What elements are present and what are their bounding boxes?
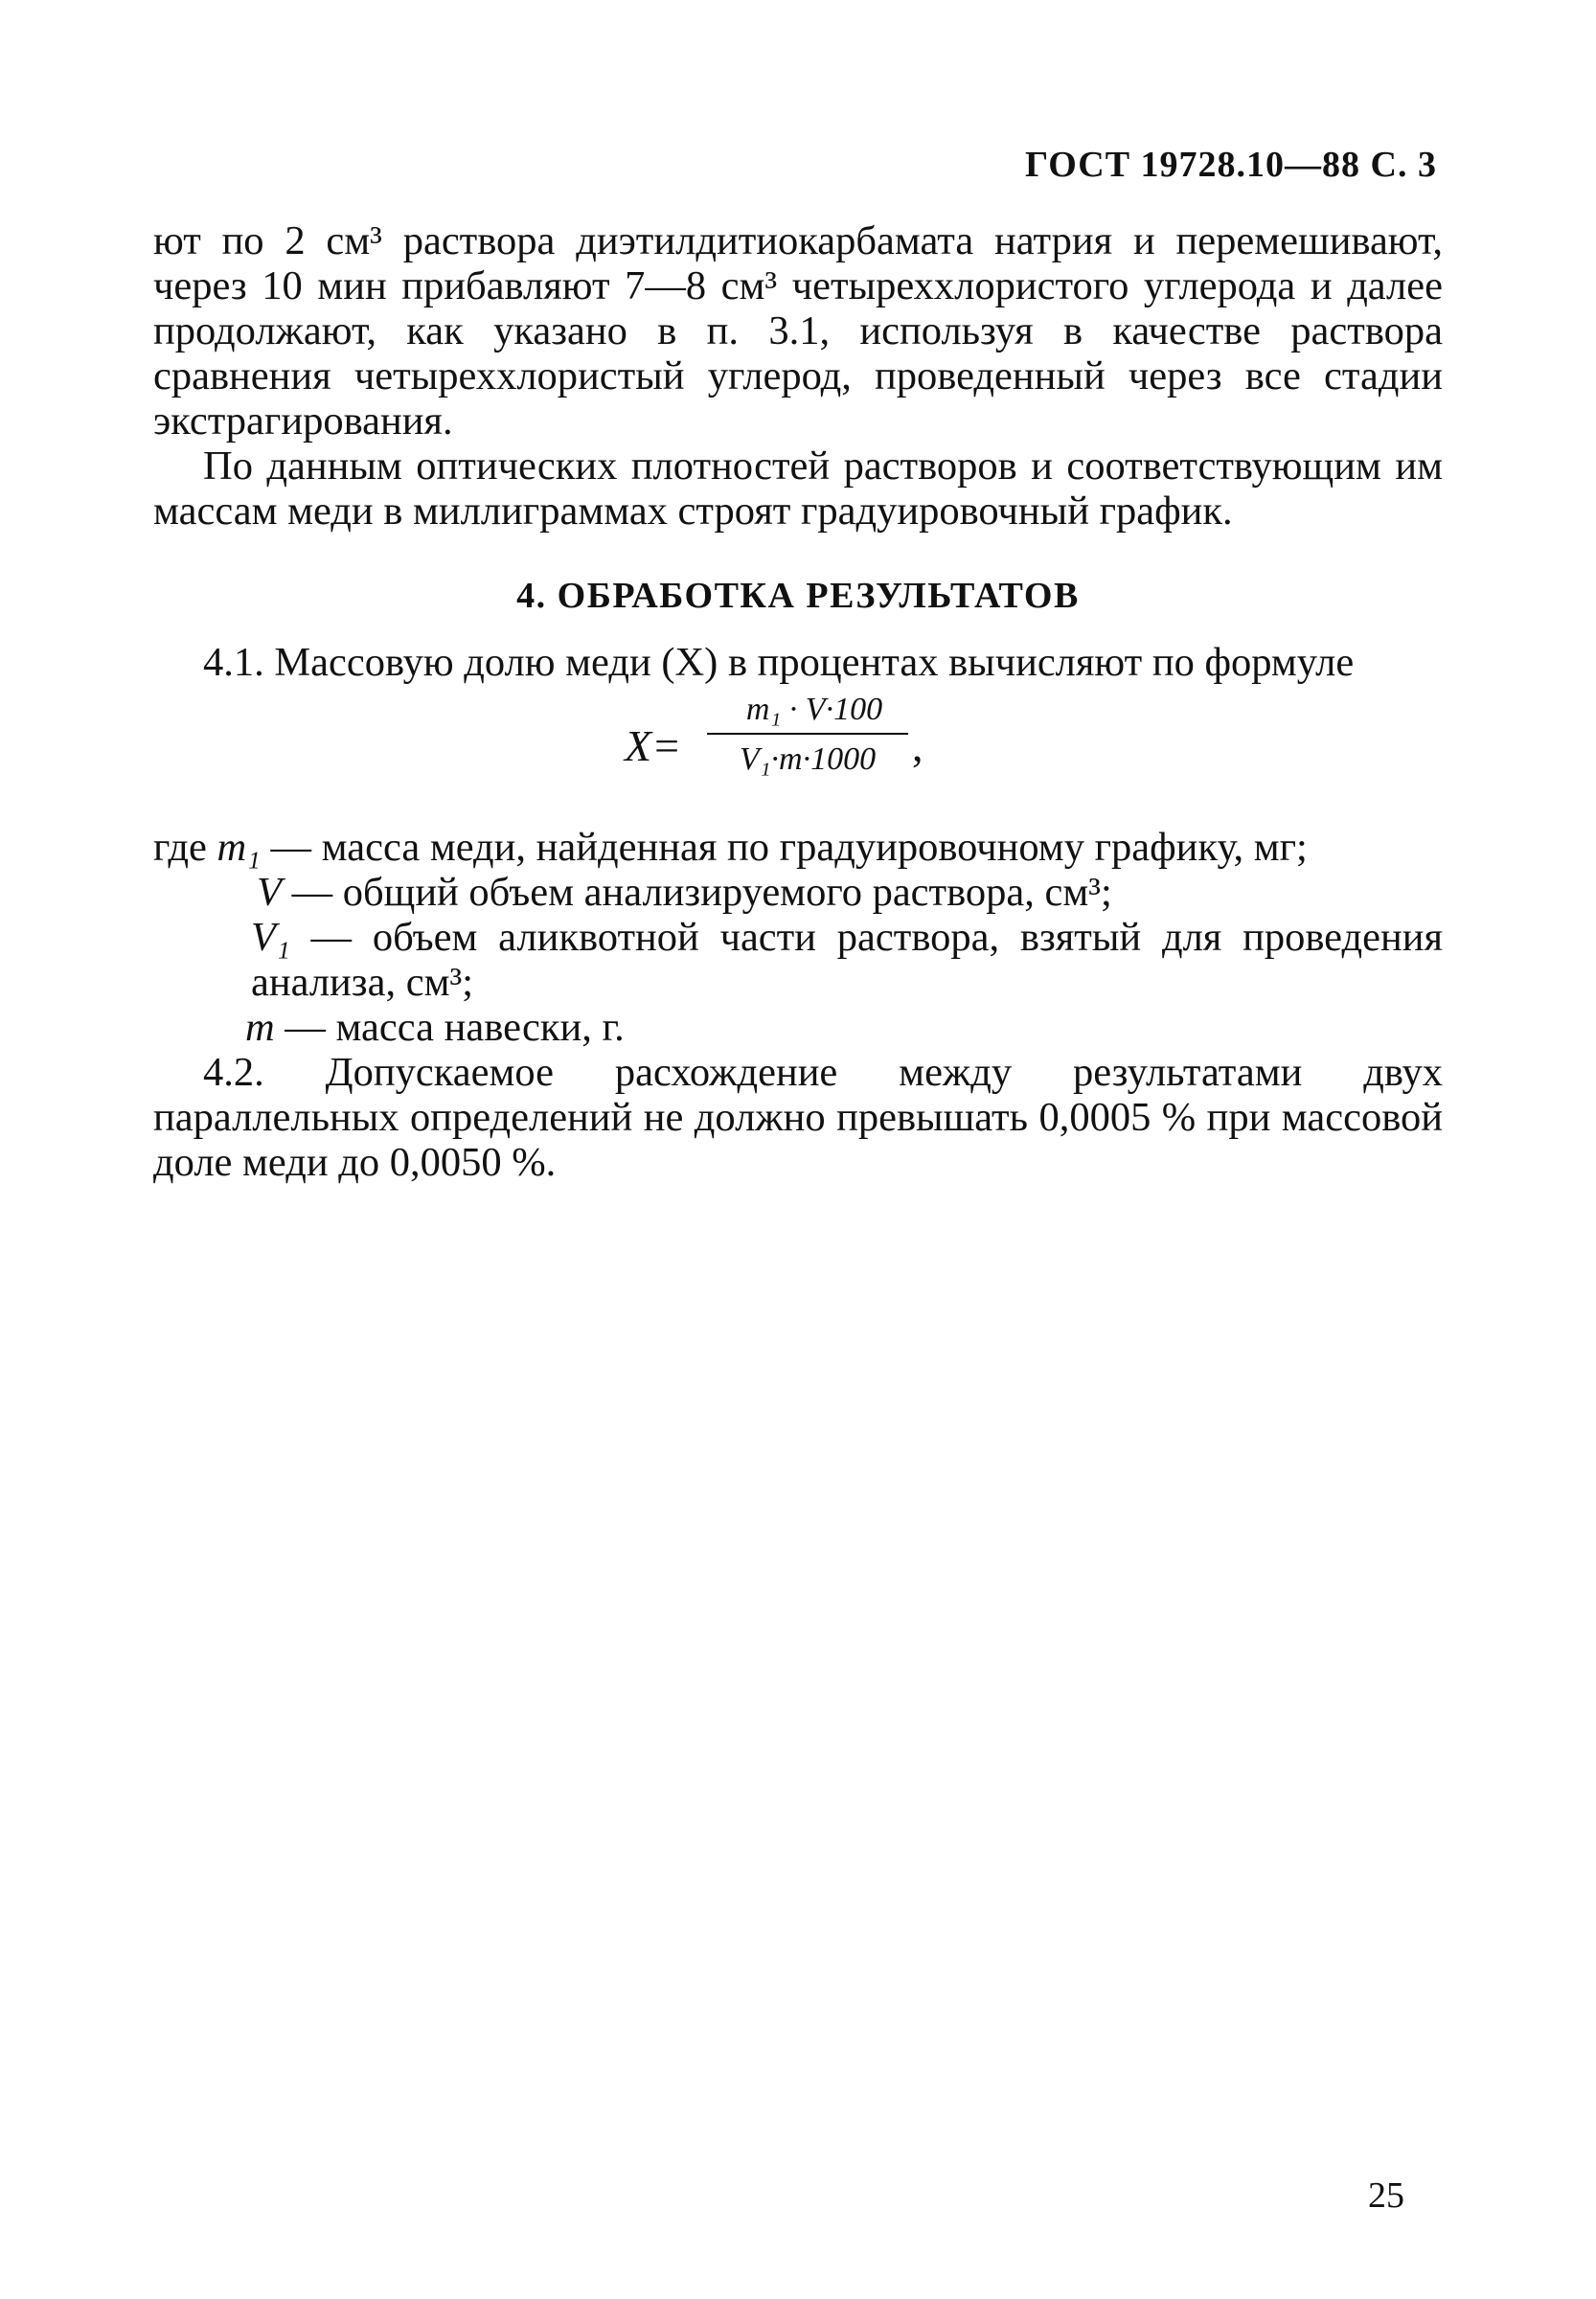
formula-fraction <box>707 691 908 779</box>
section-heading: 4. ОБРАБОТКА РЕЗУЛЬТАТОВ <box>516 576 1080 616</box>
where-intro: где <box>153 825 207 870</box>
variable-symbol: m₁ <box>217 825 261 870</box>
page-number: 25 <box>1368 2175 1404 2216</box>
variable-text: — объем аликвотной части раствора, взятый для проведения анализа, см³; <box>251 915 1444 1005</box>
variable-text: — общий объем анализируемого раствора, см³; <box>291 870 1112 915</box>
fraction-bar <box>707 733 908 735</box>
variable-text: — масса меди, найденная по градуировочному графику, мг; <box>270 825 1308 870</box>
variable-text: — масса навески, г. <box>285 1005 625 1050</box>
document-body <box>153 218 1443 1185</box>
formula-comma: , <box>912 721 923 770</box>
formula <box>153 691 1443 825</box>
variable-definition <box>153 1005 1443 1050</box>
variable-definition <box>153 915 1443 1005</box>
paragraph-4-2: 4.2. Допускаемое расхождение между результатами двух параллельных определений не должно превышать 0,0005 % при массовой доле меди до 0,0050 %. <box>153 1050 1443 1185</box>
variable-symbol: m <box>245 1005 275 1050</box>
variable-symbol: V <box>257 870 282 915</box>
variable-definition <box>153 870 1443 915</box>
formula-numerator: m₁ · V·100 <box>745 692 883 727</box>
paragraph-continuation: ют по 2 см³ раствора диэтилдитиокарбамата натрия и перемешивают, через 10 мин прибавляют 7—8 см³ четыреххлористого углерода и далее продолжают, как указано в п. 3.1, используя в качестве раствора сравнения четыреххлористый углерод, проведенный через все стадии экстрагирования. <box>153 218 1443 444</box>
variable-symbol: V₁ <box>251 915 290 960</box>
variable-definition <box>153 825 1443 870</box>
page-header: ГОСТ 19728.10—88 С. 3 <box>1025 145 1437 185</box>
formula-denominator: V₁·m·1000 <box>739 741 877 777</box>
paragraph-calibration: По данным оптических плотностей растворов и соответствующим им массам меди в миллиграммах строят градуировочный график. <box>153 444 1443 534</box>
formula-lhs: X= <box>625 721 682 770</box>
paragraph-4-1: 4.1. Массовую долю меди (X) в процентах вычисляют по формуле <box>203 640 1355 685</box>
